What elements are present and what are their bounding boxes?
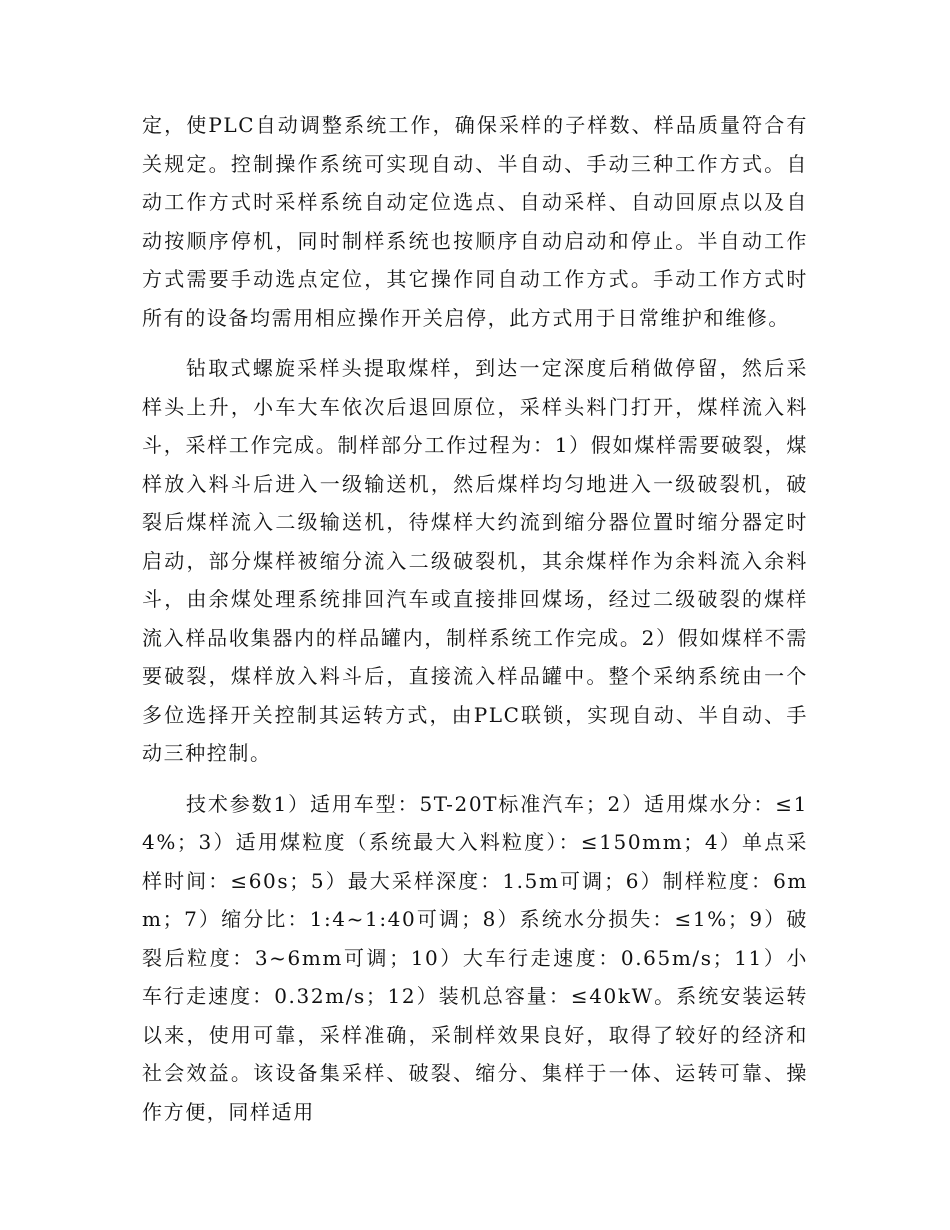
paragraph-sampling-process: 钻取式螺旋采样头提取煤样，到达一定深度后稍做停留，然后采样头上升，小车大车依次后退回原位，采样头料门打开，煤样流入料斗，采样工作完成。制样部分工作过程为：1）假如煤样需要破裂，煤样放入料斗后进入一级输送机，然后煤样均匀地进入一级破裂机，破裂后煤样流入二级输送机，待煤样大约流到缩分器位置时缩分器定时启动，部分煤样被缩分流入二级破裂机，其余煤样作为余料流入余料斗，由余煤处理系统排回汽车或直接排回煤场，经过二级破裂的煤样流入样品收集器内的样品罐内，制样系统工作完成。2）假如煤样不需要破裂，煤样放入料斗后，直接流入样品罐中。整个采纳系统由一个多位选择开关控制其运转方式，由PLC联锁，实现自动、半自动、手动三种控制。 [142, 356, 808, 765]
paragraph-control-modes: 定，使PLC自动调整系统工作，确保采样的子样数、样品质量符合有关规定。控制操作系统可实现自动、半自动、手动三种工作方式。自动工作方式时采样系统自动定位选点、自动采样、自动回原点以及自动按顺序停机，同时制样系统也按顺序自动启动和停止。半自动工作方式需要手动选点定位，其它操作同自动工作方式。手动工作方式时所有的设备均需用相应操作开关启停，此方式用于日常维护和维修。 [142, 113, 808, 330]
document-body [142, 106, 808, 1131]
paragraph-technical-parameters: 技术参数1）适用车型：5T-20T标准汽车；2）适用煤水分：≤14%；3）适用煤粒度（系统最大入料粒度）：≤150mm；4）单点采样时间：≤60s；5）最大采样深度：1.5m可调；6）制样粒度：6mm；7）缩分比：1:4~1:40可调；8）系统水分损失：≤1%；9）破裂后粒度：3~6mm可调；10）大车行走速度：0.65m/s；11）小车行走速度：0.32m/s；12）装机总容量：≤40kW。系统安装运转以来，使用可靠，采样准确，采制样效果良好，取得了较好的经济和社会效益。该设备集采样、破裂、缩分、集样于一体、运转可靠、操作方便，同样适用 [142, 791, 808, 1124]
